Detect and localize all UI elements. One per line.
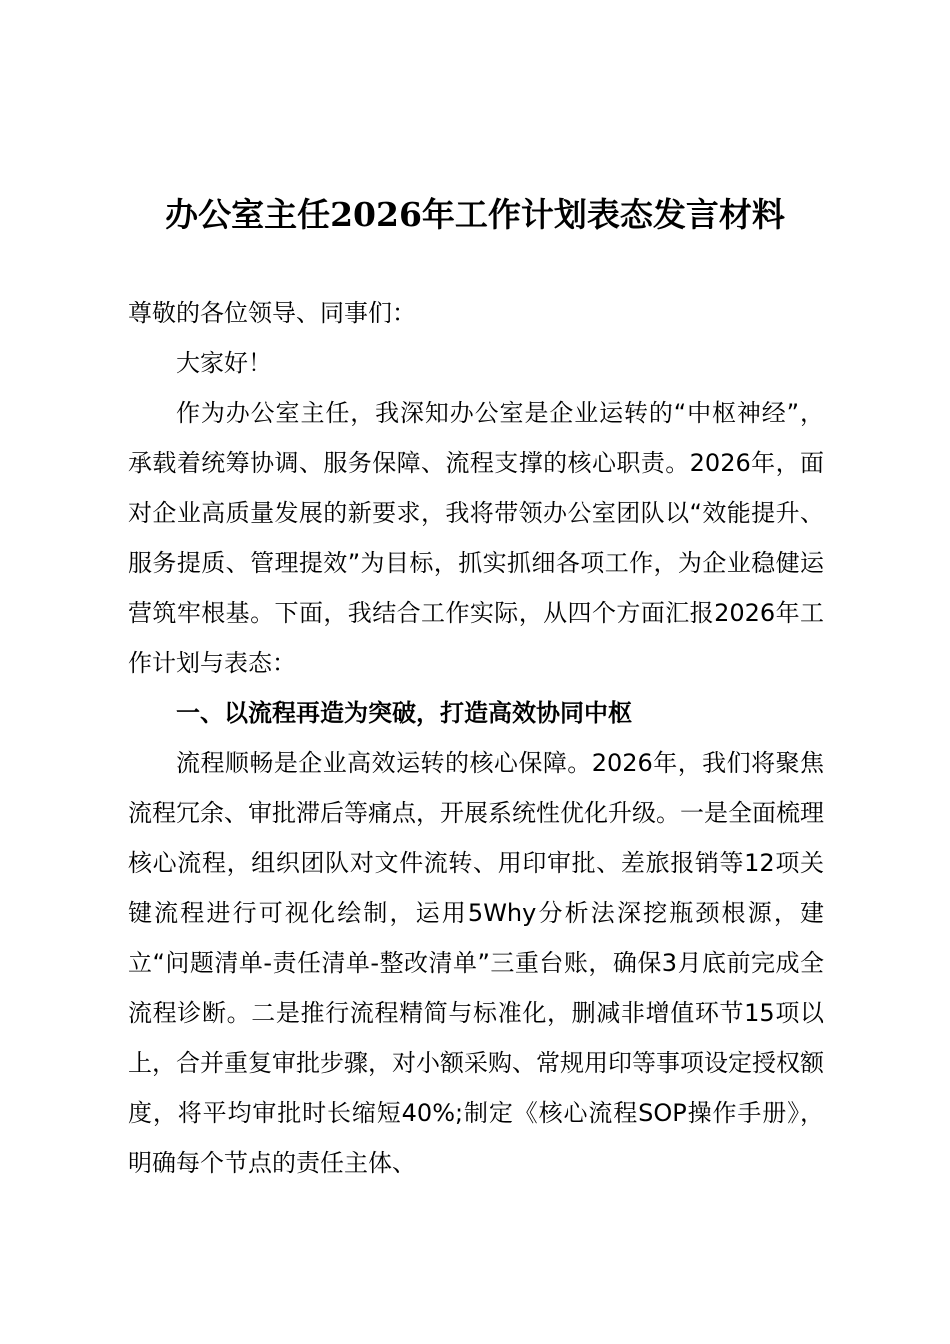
section-paragraph-1: 流程顺畅是企业高效运转的核心保障。2026年，我们将聚焦流程冗余、审批滞后等痛点，开展系统性优化升级。一是全面梳理核心流程，组织团队对文件流转、用印审批、差旅报销等12项关键流程进行可视化绘制，运用5Why分析法深挖瓶颈根源，建立“问题清单-责任清单-整改清单”三重台账，确保3月底前完成全流程诊断。二是推行流程精简与标准化，删减非增值环节15项以上，合并重复审批步骤，对小额采购、常规用印等事项设定授权额度，将平均审批时长缩短40%;制定《核心流程SOP操作手册》，明确每个节点的责任主体、	[128, 749, 824, 1177]
document-title: 办公室主任2026年工作计划表态发言材料	[165, 195, 785, 234]
section-heading-1: 一、以流程再造为突破，打造高效协同中枢	[176, 699, 632, 727]
salutation: 尊敬的各位领导、同事们：	[128, 299, 416, 327]
intro-paragraph: 作为办公室主任，我深知办公室是企业运转的“中枢神经”，承载着统筹协调、服务保障、流程支撑的核心职责。2026年，面对企业高质量发展的新要求，我将带领办公室团队以“效能提升、服务提质、管理提效”为目标，抓实抓细各项工作，为企业稳健运营筑牢根基。下面，我结合工作实际，从四个方面汇报2026年工作计划与表态：	[128, 399, 824, 677]
document-body	[128, 288, 824, 1188]
greeting: 大家好！	[176, 349, 272, 377]
